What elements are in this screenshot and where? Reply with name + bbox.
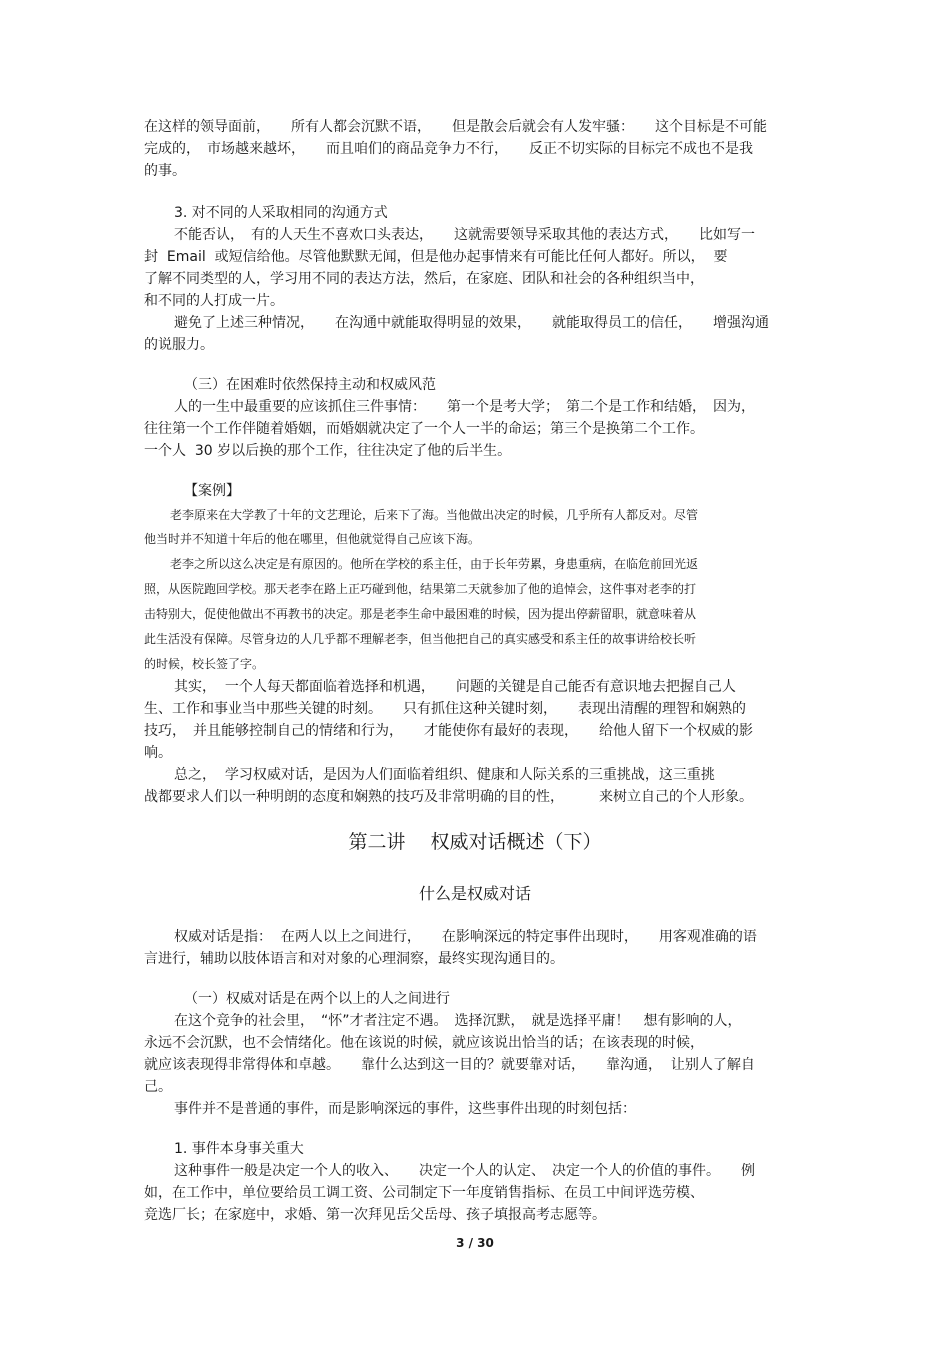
text-line: 在这个竞争的社会里， “怀”才者注定不遇。 选择沉默， 就是选择平庸！ 想有影响的人， <box>174 1013 742 1029</box>
text-line: 言进行，辅助以肢体语言和对对象的心理洞察，最终实现沟通目的。 <box>144 951 564 967</box>
text-line: 己。 <box>144 1079 172 1095</box>
text-line: 权威对话是指： 在两人以上之间进行， 在影响深远的特定事件出现时， 用客观准确的语 <box>174 929 757 945</box>
text-line: 就应该表现得非常得体和卓越。 靠什么达到这一目的？就要靠对话， 靠沟通， 让别人了解自 <box>144 1057 755 1073</box>
text-line: 避免了上述三种情况， 在沟通中就能取得明显的效果， 就能取得员工的信任， 增强沟通 <box>174 315 769 331</box>
text-line: 和不同的人打成一片。 <box>144 293 284 309</box>
text-line: 这种事件一般是决定一个人的收入、 决定一个人的认定、 决定一个人的价值的事件。 例 <box>174 1163 755 1179</box>
case-text-line: 他当时并不知道十年后的他在哪里，但他就觉得自己应该下海。 <box>144 532 481 546</box>
text-line: 在这样的领导面前， 所有人都会沉默不语， 但是散会后就会有人发牢骚： 这个目标是不可能 <box>144 119 767 135</box>
case-text-line: 的时候，校长签了字。 <box>144 657 265 671</box>
page-number: 3 / 30 <box>456 1236 494 1250</box>
text-line: 不能否认， 有的人天生不喜欢口头表达， 这就需要领导采取其他的表达方式， 比如写一 <box>174 227 755 243</box>
text-line: 封 Email 或短信给他。尽管他默默无闻，但是他办起事情来有可能比任何人都好。所以， 要 <box>144 249 728 265</box>
text-line: 响。 <box>144 745 172 761</box>
case-text-line: 击特别大，促使他做出不再教书的决定。那是老李生命中最困难的时候，因为提出停薪留职，就意味着从 <box>144 607 697 621</box>
text-line: 一个人 30 岁以后换的那个工作，往往决定了他的后半生。 <box>144 443 512 459</box>
text-line: 如，在工作中，单位要给员工调工资、公司制定下一年度销售指标、在员工中间评选劳模、 <box>144 1185 704 1201</box>
text-line: 往往第一个工作伴随着婚姻，而婚姻就决定了一个人一半的命运；第三个是换第二个工作。 <box>144 421 704 437</box>
text-line: 技巧， 并且能够控制自己的情绪和行为， 才能使你有最好的表现， 给他人留下一个权威的影 <box>144 723 753 739</box>
text-line: 的说服力。 <box>144 337 214 353</box>
section-title: 什么是权威对话 <box>418 884 531 903</box>
case-text-line: 老李原来在大学教了十年的文艺理论，后来下了海。当他做出决定的时候，几乎所有人都反对。尽管 <box>170 508 699 522</box>
text-line: 事件并不是普通的事件，而是影响深远的事件，这些事件出现的时刻包括： <box>174 1101 636 1117</box>
text-line: 了解不同类型的人，学习用不同的表达方法，然后，在家庭、团队和社会的各种组织当中， <box>144 271 704 287</box>
text-line: 总之， 学习权威对话，是因为人们面临着组织、健康和人际关系的三重挑战，这三重挑 <box>174 767 715 783</box>
text-line: 其实， 一个人每天都面临着选择和机遇， 问题的关键是自己能否有意识地去把握自己人 <box>174 679 736 695</box>
text-line: 战都要求人们以一种明朗的态度和娴熟的技巧及非常明确的目的性， 来树立自己的个人形象。 <box>144 789 753 805</box>
section-heading: （三）在困难时依然保持主动和权威风范 <box>184 377 436 393</box>
case-text-line: 老李之所以这么决定是有原因的。他所在学校的系主任，由于长年劳累，身患重病，在临危前回光返 <box>170 557 699 571</box>
text-line: 人的一生中最重要的应该抓住三件事情： 第一个是考大学； 第二个是工作和结婚， 因为， <box>174 399 755 415</box>
text-line: 完成的， 市场越来越坏， 而且咱们的商品竞争力不行， 反正不切实际的目标完不成也不是我 <box>144 141 753 157</box>
case-text-line: 此生活没有保障。尽管身边的人几乎都不理解老李，但当他把自己的真实感受和系主任的故事讲给校长听 <box>144 632 697 646</box>
case-heading: 【案例】 <box>184 483 240 499</box>
case-text-line: 照，从医院跑回学校。那天老李在路上正巧碰到他，结果第二天就参加了他的追悼会，这件事对老李的打 <box>144 582 697 596</box>
text-line: 永远不会沉默，也不会情绪化。他在该说的时候，就应该说出恰当的话；在该表现的时候， <box>144 1035 704 1051</box>
text-line: 竞选厂长；在家庭中，求婚、第一次拜见岳父岳母、孩子填报高考志愿等。 <box>144 1207 606 1223</box>
chapter-title: 第二讲 权威对话概述（下） <box>348 831 602 853</box>
text-line: 生、工作和事业当中那些关键的时刻。 只有抓住这种关键时刻， 表现出清醒的理智和娴熟的 <box>144 701 746 717</box>
section-heading: （一）权威对话是在两个以上的人之间进行 <box>184 991 450 1007</box>
text-line: 的事。 <box>144 163 186 179</box>
subheading: 1. 事件本身事关重大 <box>174 1141 304 1157</box>
subheading: 3. 对不同的人采取相同的沟通方式 <box>174 205 388 221</box>
